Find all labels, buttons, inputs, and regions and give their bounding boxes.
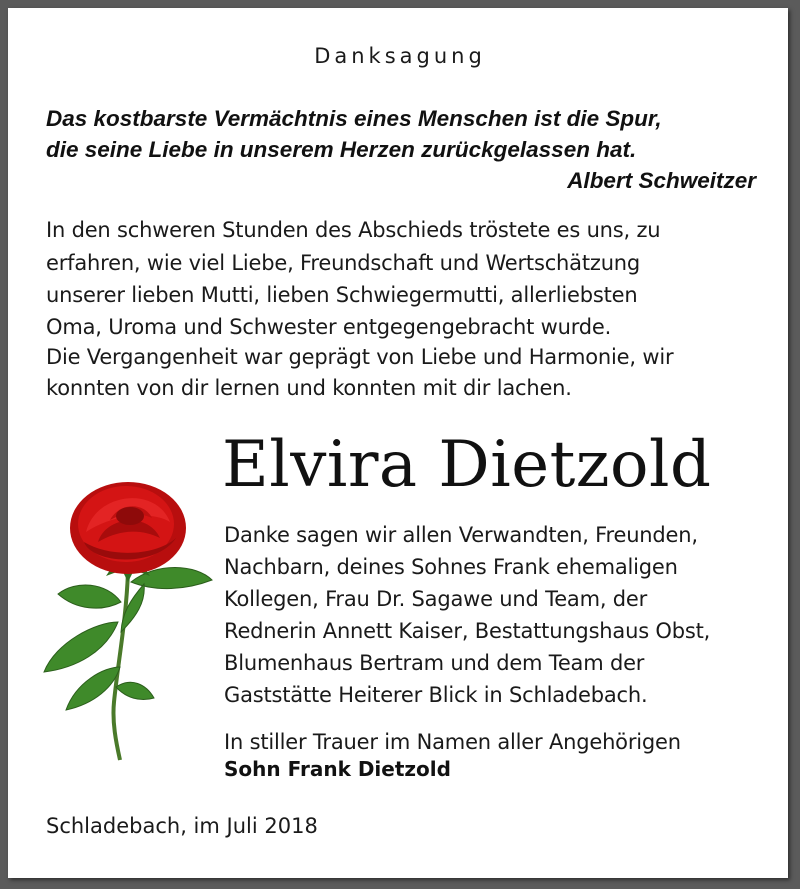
body-text-line: Oma, Uroma und Schwester entgegengebracht wurde.	[46, 315, 612, 339]
signer-name: Sohn Frank Dietzold	[224, 757, 451, 781]
body-text-line: In den schweren Stunden des Abschieds tröstete es uns, zu	[46, 218, 661, 242]
thanks-text-line: Gaststätte Heiterer Blick in Schladebach.	[224, 683, 648, 707]
thanks-text-line: Blumenhaus Bertram und dem Team der	[224, 651, 645, 675]
thanks-text-line: Danke sagen wir allen Verwandten, Freunden,	[224, 523, 698, 547]
red-rose-icon	[36, 472, 216, 762]
thanks-text-line: Kollegen, Frau Dr. Sagawe und Team, der	[224, 587, 648, 611]
body-text-line: erfahren, wie viel Liebe, Freundschaft und Wertschätzung	[46, 251, 641, 275]
notice-heading: Danksagung	[314, 44, 486, 68]
quote-author: Albert Schweitzer	[567, 168, 756, 193]
thanks-text-line: Nachbarn, deines Sohnes Frank ehemaligen	[224, 555, 678, 579]
deceased-name: Elvira Dietzold	[222, 428, 712, 502]
place-and-date: Schladebach, im Juli 2018	[46, 814, 318, 838]
mourning-line: In stiller Trauer im Namen aller Angehörigen	[224, 730, 681, 754]
body-text-line: Die Vergangenheit war geprägt von Liebe und Harmonie, wir	[46, 345, 674, 369]
quote-line: Das kostbarste Vermächtnis eines Menschen ist die Spur,	[46, 106, 662, 131]
body-text-line: unserer lieben Mutti, lieben Schwiegermutti, allerliebsten	[46, 283, 638, 307]
body-text-line: konnten von dir lernen und konnten mit dir lachen.	[46, 376, 572, 400]
thanks-text-line: Rednerin Annett Kaiser, Bestattungshaus Obst,	[224, 619, 711, 643]
quote-line: die seine Liebe in unserem Herzen zurückgelassen hat.	[46, 137, 637, 162]
